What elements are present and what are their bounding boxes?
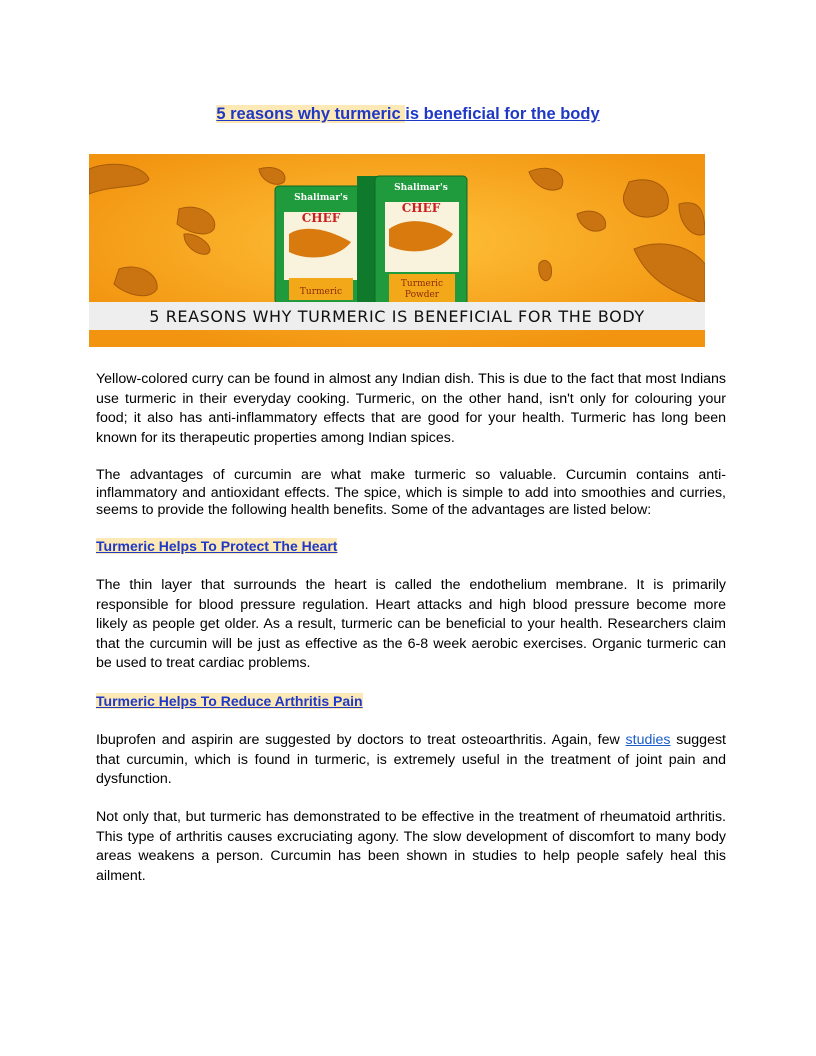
- paragraph-intro: Yellow-colored curry can be found in almost any Indian dish. This is due to the fact that most Indians use turmeric in their everyday cooking. Turmeric, on the other hand, isn't only for colouring your food; it also has anti-inflammatory effects that are good for your health. Turmeric has long been known for its therapeutic properties among Indian spices.: [96, 371, 726, 446]
- pack-right-brand: Shalimar's: [394, 183, 448, 193]
- banner-caption: 5 REASONS WHY TURMERIC IS BENEFICIAL FOR THE BODY: [89, 302, 705, 330]
- heading-arthritis-link[interactable]: Turmeric Helps To Reduce Arthritis Pain: [96, 693, 363, 709]
- section-heading-arthritis: [96, 693, 363, 709]
- pack-right-name: Turmeric: [400, 279, 444, 289]
- banner-image: [89, 154, 705, 347]
- paragraph-rheumatoid: Not only that, but turmeric has demonstrated to be effective in the treatment of rheumatoid arthritis. This type of arthritis causes excruciating agony. The slow development of discomfort to many body areas weakens a person. Curcumin has been shown in studies to help people safely heal this ailment.: [96, 809, 726, 884]
- pack-left-brand: Shalimar's: [294, 193, 348, 203]
- paragraph-heart: The thin layer that surrounds the heart is called the endothelium membrane. It is primarily responsible for blood pressure regulation. Heart attacks and high blood pressure become more likely as people get older. As a result, turmeric can be beneficial to your health. Researchers claim that the curcumin will be just as effective as the 6-8 week aerobic exercises. Organic turmeric can be used to treat cardiac problems.: [96, 577, 726, 671]
- pack-right-name2: Powder: [404, 290, 440, 300]
- paragraph-advantages: The advantages of curcumin are what make turmeric so valuable. Curcumin contains anti-inflammatory and antioxidant effects. The spice, which is simple to add into smoothies and curries, seems to provide the following health benefits. Some of the advantages are listed below:: [96, 467, 726, 518]
- section-heading-heart: [96, 538, 337, 554]
- pack-left-name: Turmeric: [299, 287, 343, 297]
- pack-left-logo: CHEF: [301, 211, 341, 225]
- title-rest: is beneficial for the body: [405, 105, 600, 123]
- paragraph-arthritis: [96, 731, 726, 790]
- pack-right-logo: CHEF: [401, 201, 441, 215]
- title-highlight: 5 reasons why turmeric: [216, 105, 406, 123]
- page-title: [0, 105, 816, 124]
- paragraph-arthritis-text-2: suggest that curcumin, which is found in turmeric, is extremely useful in the treatment of joint pain and dysfunction.: [96, 732, 727, 787]
- heading-heart-link[interactable]: Turmeric Helps To Protect The Heart: [96, 538, 338, 554]
- studies-link[interactable]: studies: [625, 732, 671, 748]
- paragraph-arthritis-text-1: Ibuprofen and aspirin are suggested by doctors to treat osteoarthritis. Again, few: [96, 732, 626, 748]
- title-link[interactable]: [216, 105, 599, 123]
